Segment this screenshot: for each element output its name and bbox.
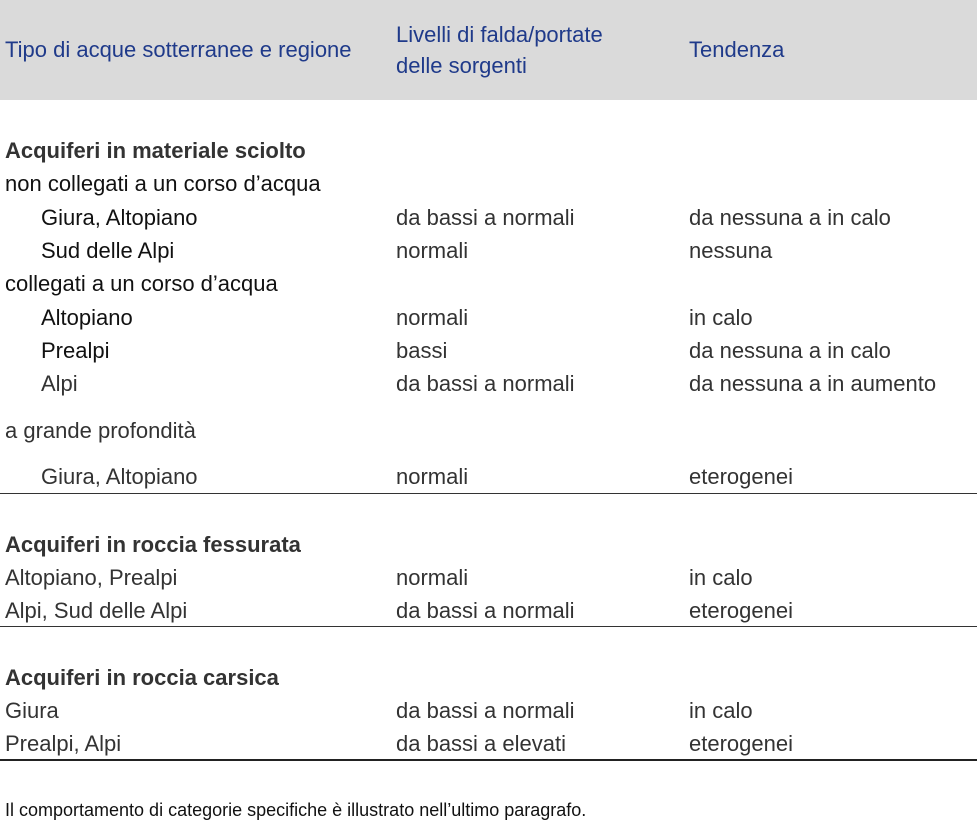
group-label: a grande profondità [5,418,196,443]
trend-cell: in calo [689,565,753,590]
table-row [0,201,977,234]
table-row [0,460,977,493]
header-col-trend: Tendenza [689,37,785,62]
header-col-levels-line2: delle sorgenti [396,53,527,78]
table-row [0,727,977,760]
trend-cell: eterogenei [689,464,793,489]
region-cell: Alpi [41,371,78,396]
level-cell: da bassi a elevati [396,731,566,756]
level-cell: bassi [396,338,448,363]
section-divider [0,626,977,627]
level-cell: da bassi a normali [396,371,575,396]
section-title-row [0,134,977,167]
section-title-fessurata: Acquiferi in roccia fessurata [5,532,301,557]
region-cell: Prealpi [41,338,110,363]
level-cell: normali [396,464,469,489]
trend-cell: in calo [689,305,753,330]
trend-cell: da nessuna a in aumento [689,371,937,396]
region-cell: Altopiano, Prealpi [5,565,178,590]
trend-cell: eterogenei [689,731,793,756]
region-cell: Giura, Altopiano [41,205,198,230]
region-cell: Prealpi, Alpi [5,731,122,756]
region-cell: Sud delle Alpi [41,238,175,263]
section-title-row [0,528,977,561]
section-divider [0,493,977,494]
header-col-type: Tipo di acque sotterranee e regione [5,37,352,62]
trend-cell: da nessuna a in calo [689,338,891,363]
table-header [0,0,977,100]
level-cell: da bassi a normali [396,698,575,723]
level-cell: normali [396,305,469,330]
group-row [0,167,977,200]
group-label: non collegati a un corso d’acqua [5,171,321,196]
table-row [0,367,977,400]
region-cell: Alpi, Sud delle Alpi [5,598,188,623]
section-title-row [0,661,977,694]
level-cell: normali [396,565,469,590]
table-row [0,234,977,267]
section-title-sciolto: Acquiferi in materiale sciolto [5,138,306,163]
table-bottom-rule [0,759,977,761]
level-cell: da bassi a normali [396,205,575,230]
table-row [0,301,977,334]
trend-cell: eterogenei [689,598,793,623]
region-cell: Altopiano [41,305,133,330]
level-cell: normali [396,238,469,263]
table-row [0,561,977,594]
trend-cell: da nessuna a in calo [689,205,891,230]
header-col-levels-line1: Livelli di falda/portate [396,22,603,47]
section-title-carsica: Acquiferi in roccia carsica [5,665,279,690]
trend-cell: in calo [689,698,753,723]
level-cell: da bassi a normali [396,598,575,623]
table-row [0,334,977,367]
group-label: collegati a un corso d’acqua [5,271,278,296]
table-row [0,694,977,727]
table-row [0,594,977,627]
footnote: Il comportamento di categorie specifiche è illustrato nell’ultimo paragrafo. [5,800,587,820]
group-row [0,267,977,300]
trend-cell: nessuna [689,238,773,263]
group-row [0,414,977,447]
region-cell: Giura [5,698,59,723]
region-cell: Giura, Altopiano [41,464,198,489]
